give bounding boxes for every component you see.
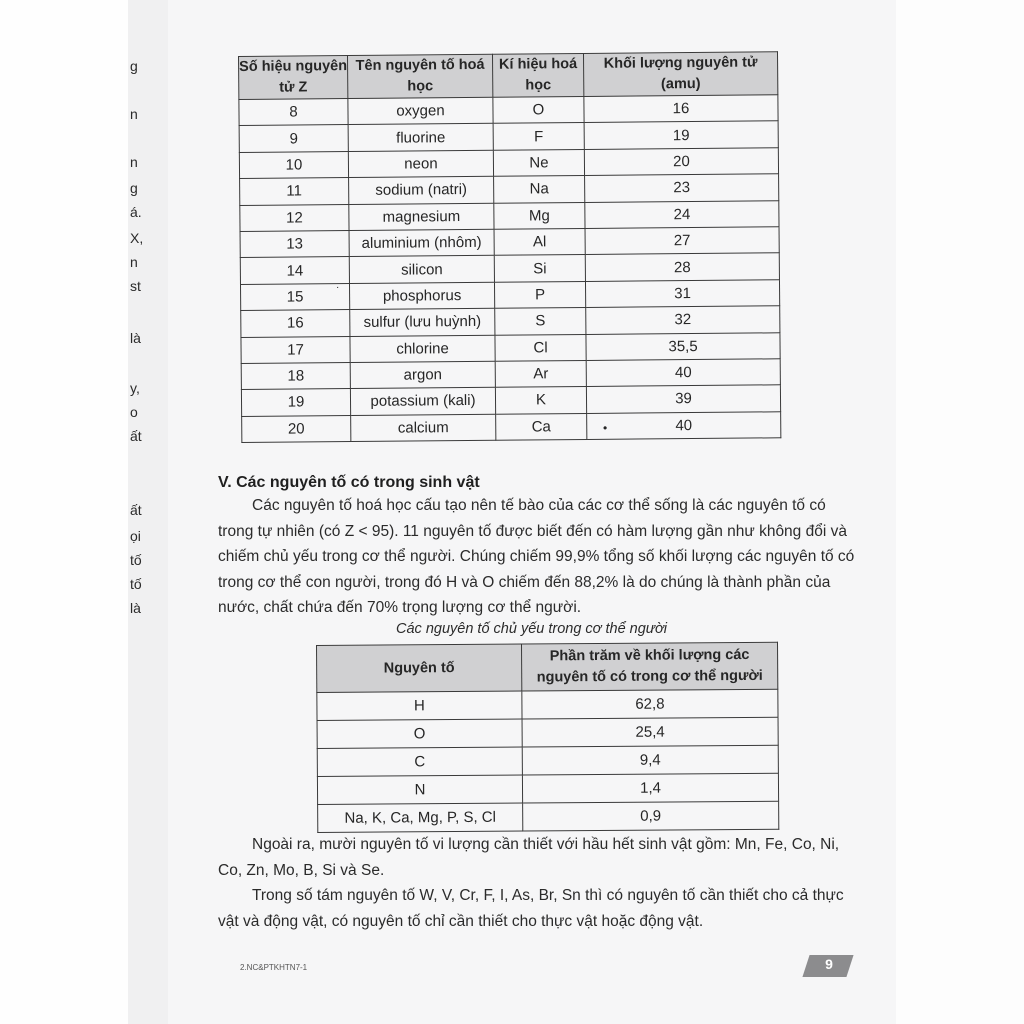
left-fragment: g <box>130 58 138 74</box>
paragraph-trace-elements: Ngoài ra, mười nguyên tố vi lượng cần thiết với hầu hết sinh vật gồm: Mn, Fe, Co, Ni, Co, Zn, Mo, B, Si và Se. <box>218 836 840 879</box>
element-cell: C <box>317 747 522 776</box>
header-mass-percent: Phần trăm về khối lượng các nguyên tố có trong cơ thể người <box>521 642 777 691</box>
atomic-number-cell: 13 <box>240 230 349 257</box>
element-cell: N <box>317 775 522 804</box>
left-fragment: n <box>130 154 138 170</box>
atomic-mass-cell: 40 <box>587 411 781 439</box>
atomic-number-cell: 9 <box>239 125 348 152</box>
header-element-name: Tên nguyên tố hoá học <box>348 54 493 98</box>
body-table-header <box>317 642 778 692</box>
symbol-cell: P <box>494 281 585 308</box>
atomic-mass-cell: 32 <box>586 306 780 334</box>
left-fragment: st <box>130 278 141 294</box>
atomic-mass-cell: 39 <box>586 385 780 413</box>
symbol-cell: O <box>493 96 584 123</box>
atomic-mass-cell: 24 <box>585 200 779 228</box>
left-fragment: o <box>130 404 138 420</box>
atomic-number-cell: 8 <box>239 99 348 126</box>
page-number: 9 <box>825 956 833 972</box>
left-fragment: X, <box>130 230 144 246</box>
element-name-cell: silicon <box>349 256 494 284</box>
header-atomic-number: Số hiệu nguyên tử Z <box>239 56 348 100</box>
symbol-cell: Al <box>494 228 585 255</box>
atomic-number-cell: 17 <box>241 336 350 363</box>
table-row <box>317 773 778 804</box>
atomic-number-cell: 19 <box>241 389 350 416</box>
element-name-cell: sodium (natri) <box>349 176 494 204</box>
background-right <box>896 0 1024 1024</box>
symbol-cell: Ca <box>496 413 587 440</box>
atomic-number-cell: 12 <box>240 204 349 231</box>
body-elements-table <box>316 642 779 833</box>
percent-cell: 25,4 <box>522 717 778 747</box>
print-speck-icon: • <box>603 421 608 435</box>
header-atomic-mass: Khối lượng nguyên tử (amu) <box>583 52 777 97</box>
background-left <box>0 0 128 1024</box>
left-fragment: ất <box>130 502 142 518</box>
element-table <box>238 51 781 443</box>
element-name-cell: oxygen <box>348 97 493 125</box>
atomic-number-cell: 16 <box>241 310 350 337</box>
paragraph-intro: Các nguyên tố hoá học cấu tạo nên tế bào của các cơ thể sống là các nguyên tố có trong tự nhiên (có Z < 95). 11 nguyên tố được biết đến có hàm lượng gần như không đổi và chiếm chủ yếu trong cơ thể người. Chúng chiếm 99,9% tổng số khối lượng các nguyên tố có trong cơ thể con người, trong đó H và O chiếm đến 88,2% là do chúng là thành phần của nước, chất chứa đến 70% trọng lượng cơ thể người. <box>218 497 855 616</box>
table-row <box>317 689 778 720</box>
element-cell: O <box>317 719 522 748</box>
symbol-cell: Ne <box>493 149 584 176</box>
atomic-mass-cell: 40 <box>586 359 780 387</box>
atomic-mass-cell: 23 <box>585 174 779 202</box>
left-fragment: y, <box>130 380 140 396</box>
left-fragment: là <box>130 600 141 616</box>
atomic-mass-cell: 31 <box>585 280 779 308</box>
symbol-cell: F <box>493 123 584 150</box>
element-name-cell: fluorine <box>348 124 493 152</box>
atomic-number-cell: 14 <box>240 257 349 284</box>
symbol-cell: Cl <box>495 334 586 361</box>
atomic-mass-cell: 35,5 <box>586 332 780 360</box>
atomic-number-cell: 10 <box>239 151 348 178</box>
left-fragment: ất <box>130 428 142 444</box>
left-fragment: là <box>130 330 141 346</box>
atomic-mass-cell: 16 <box>584 95 778 123</box>
element-name-cell: magnesium <box>349 203 494 231</box>
table-row <box>317 717 778 748</box>
element-name-cell: aluminium (nhôm) <box>349 229 494 257</box>
percent-cell: 1,4 <box>522 773 778 803</box>
element-name-cell: calcium <box>351 414 496 442</box>
element-name-cell: argon <box>350 361 495 389</box>
left-fragment: g <box>130 180 138 196</box>
atomic-number-cell: 20 <box>242 415 351 442</box>
left-fragment: n <box>130 254 138 270</box>
table-row <box>242 411 781 442</box>
atomic-mass-cell: 19 <box>584 121 778 149</box>
element-name-cell: neon <box>348 150 493 178</box>
element-name-cell: sulfur (lưu huỳnh) <box>350 308 495 336</box>
left-fragment: n <box>130 106 138 122</box>
element-name-cell: chlorine <box>350 335 495 363</box>
percent-cell: 0,9 <box>523 801 779 831</box>
symbol-cell: K <box>495 387 586 414</box>
header-element: Nguyên tố <box>317 644 522 692</box>
symbol-cell: Ar <box>495 360 586 387</box>
table-row <box>317 745 778 776</box>
atomic-mass-cell: 20 <box>584 148 778 176</box>
atomic-number-cell: 18 <box>241 362 350 389</box>
element-table-header <box>239 52 778 100</box>
atomic-number-cell: 15 <box>240 283 349 310</box>
atomic-mass-cell: 27 <box>585 227 779 255</box>
left-fragment: tố <box>130 552 142 568</box>
element-cell: Na, K, Ca, Mg, P, S, Cl <box>318 803 523 832</box>
left-fragment: tố <box>130 576 142 592</box>
percent-cell: 9,4 <box>522 745 778 775</box>
symbol-cell: S <box>495 308 586 335</box>
table-row <box>318 801 779 832</box>
left-fragment: ọi <box>130 528 141 544</box>
left-fragment: á. <box>130 204 142 220</box>
element-name-cell: phosphorus <box>349 282 494 310</box>
header-symbol: Kí hiệu hoá học <box>492 53 583 97</box>
print-speck-icon: · <box>336 282 340 293</box>
atomic-number-cell: 11 <box>240 178 349 205</box>
atomic-mass-cell: 28 <box>585 253 779 281</box>
symbol-cell: Mg <box>494 202 585 229</box>
paragraph-eight-elements: Trong số tám nguyên tố W, V, Cr, F, I, As, Br, Sn thì có nguyên tố cần thiết cho cả thực vật và động vật, có nguyên tố chỉ cần thiết cho thực vật hoặc động vật. <box>218 887 844 930</box>
percent-cell: 62,8 <box>522 689 778 719</box>
footer-code: 2.NC&PTKHTN7-1 <box>240 963 308 972</box>
section-heading: V. Các nguyên tố có trong sinh vật <box>218 474 480 491</box>
element-cell: H <box>317 691 522 720</box>
element-name-cell: potassium (kali) <box>350 388 495 416</box>
symbol-cell: Si <box>494 255 585 282</box>
symbol-cell: Na <box>494 176 585 203</box>
table-caption: Các nguyên tố chủ yếu trong cơ thể người <box>396 621 667 637</box>
